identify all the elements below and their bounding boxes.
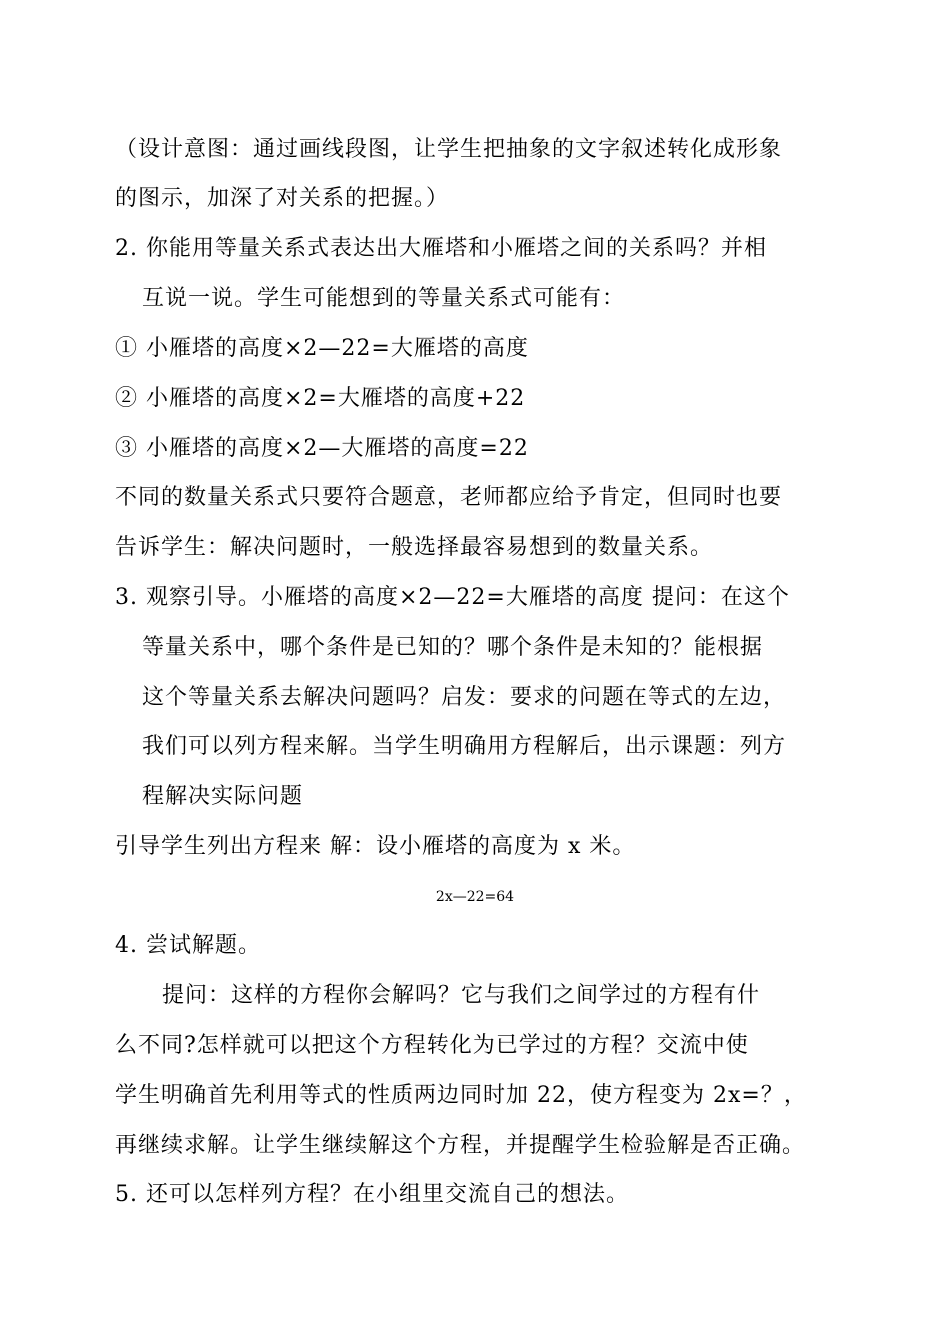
item-3-line-3: 这个等量关系去解决问题吗？启发：要求的问题在等式的左边，	[142, 685, 787, 710]
item-4-heading: 4. 尝试解题。	[115, 933, 261, 958]
equation-centered: 2x—22=64	[435, 889, 515, 905]
item-2-line-1: 2. 你能用等量关系式表达出大雁塔和小雁塔之间的关系吗？并相	[115, 236, 767, 261]
item-3-line-1: 3. 观察引导。小雁塔的高度×2—22=大雁塔的高度 提问：在这个	[115, 585, 790, 610]
equation-option-3: ③ 小雁塔的高度×2—大雁塔的高度=22	[115, 436, 529, 461]
item-2-line-2: 互说一说。学生可能想到的等量关系式可能有：	[142, 286, 626, 311]
item-4-para-line-1: 提问：这样的方程你会解吗？它与我们之间学过的方程有什	[162, 983, 761, 1008]
item-3-line-5: 程解决实际问题	[142, 784, 304, 809]
item-4-para-line-2: 么不同?怎样就可以把这个方程转化为已学过的方程？交流中使	[115, 1033, 749, 1058]
item-3-line-2: 等量关系中，哪个条件是已知的？哪个条件是未知的？能根据	[142, 635, 764, 660]
note-line-2: 告诉学生：解决问题时，一般选择最容易想到的数量关系。	[115, 535, 714, 560]
design-intent-line-1: （设计意图：通过画线段图，让学生把抽象的文字叙述转化成形象	[115, 137, 783, 162]
item-3-line-4: 我们可以列方程来解。当学生明确用方程解后，出示课题：列方	[142, 734, 787, 759]
item-5-line: 5. 还可以怎样列方程？在小组里交流自己的想法。	[115, 1182, 629, 1207]
equation-option-1: ① 小雁塔的高度×2—22=大雁塔的高度	[115, 336, 529, 361]
item-4-para-line-4: 再继续求解。让学生继续解这个方程，并提醒学生检验解是否正确。	[115, 1133, 806, 1158]
note-line-1: 不同的数量关系式只要符合题意，老师都应给予肯定，但同时也要	[115, 485, 783, 510]
item-4-para-line-3: 学生明确首先利用等式的性质两边同时加 22，使方程变为 2x=？，	[115, 1083, 807, 1108]
guide-equation-line: 引导学生列出方程来 解：设小雁塔的高度为 x 米。	[115, 834, 636, 859]
equation-option-2: ② 小雁塔的高度×2=大雁塔的高度+22	[115, 386, 526, 411]
design-intent-line-2: 的图示，加深了对关系的把握。）	[115, 186, 450, 211]
